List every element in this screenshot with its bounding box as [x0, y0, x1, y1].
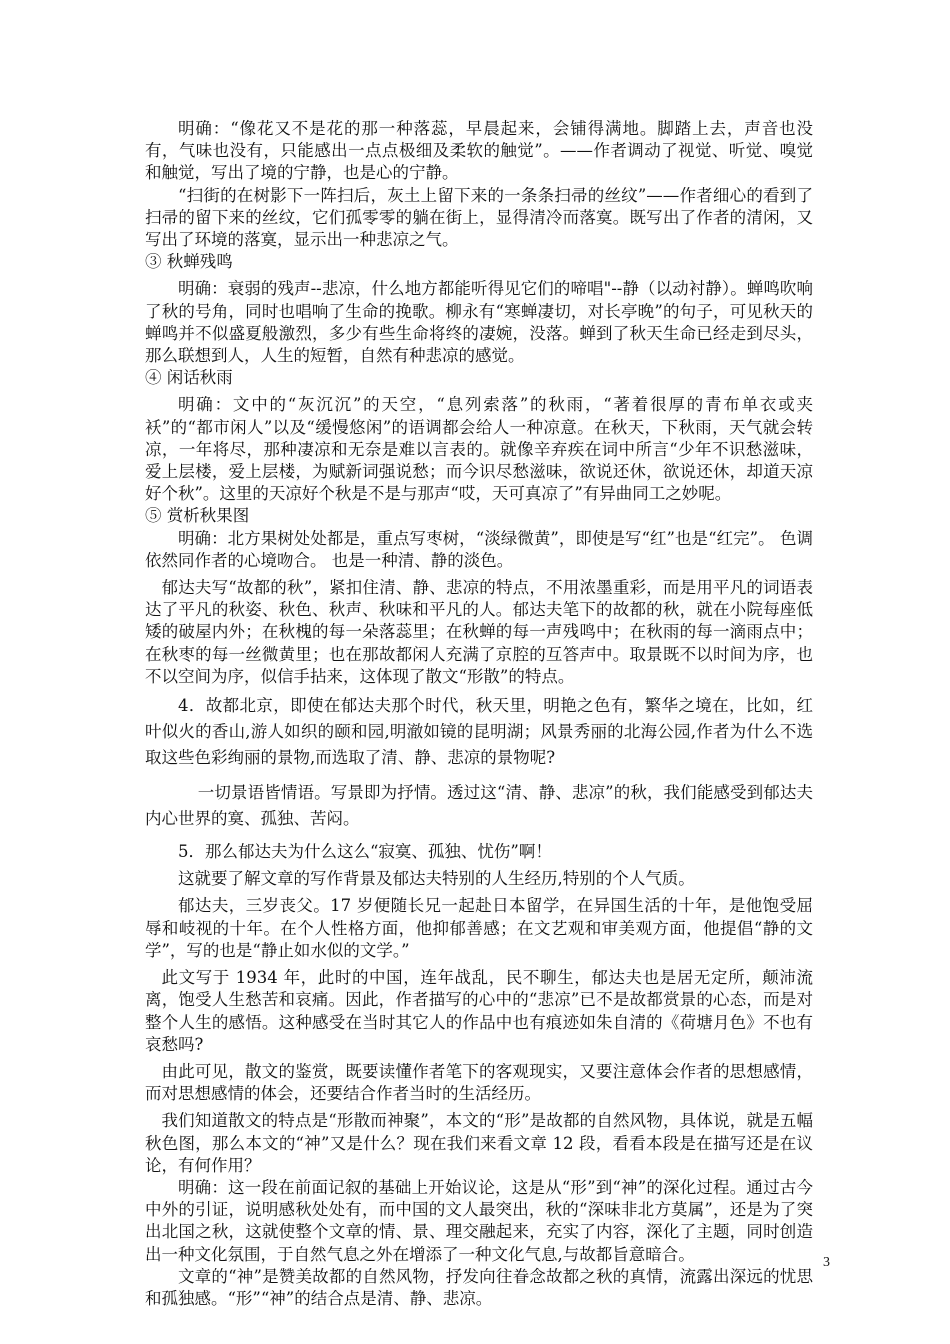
- paragraph-appreciation: 由此可见，散文的鉴赏，既要读懂作者笔下的客观现实，又要注意体会作者的思想感情，而对思想感情的体会，还要结合作者当时的生活经历。: [145, 1061, 813, 1104]
- paragraph-biography: 郁达夫，三岁丧父。17 岁便随长兄一起赴日本留学，在异国生活的十年，是他饱受屈辱和岐视的十年。在个人性格方面，他抑郁善感；在文艺观和审美观方面，他提倡“静的文学”，写的也是“静止如水似的文学。”: [145, 896, 813, 960]
- question-5: 5．那么郁达夫为什么这么“寂寞、孤独、忧伤”啊！: [178, 842, 552, 862]
- paragraph-qiuyu: 明确：文中的“灰沉沉”的天空，“息列索落”的秋雨，“著着很厚的青布单衣或夹袄”的“都市闲人”以及“缓慢悠闲”的语调都会给人一种凉意。在秋天，下秋雨，天气就会转凉，一年将尽，那种凄凉和无奈是难以言表的。就像辛弃疾在词中所言“少年不识愁滋味，爱上层楼，爱上层楼，为赋新词强说愁；而今识尽愁滋味，欲说还休，欲说还休，却道天凉好个秋”。这里的天凉好个秋是不是与那声“哎，天可真凉了”有异曲同工之妙呢。: [145, 395, 813, 504]
- document-body: [145, 118, 813, 1310]
- paragraph-background: 这就要了解文章的写作背景及郁达夫特别的人生经历,特别的个人气质。: [178, 869, 695, 889]
- question-4: 4．故都北京，即使在郁达夫那个时代，秋天里，明艳之色有，繁华之境在，比如，红叶似火的香山,游人如织的颐和园,明澈如镜的昆明湖；风景秀丽的北海公园,作者为什么不选取这些色彩绚丽的景物,而选取了清、静、悲凉的景物呢?: [145, 696, 813, 768]
- paragraph-summary: 郁达夫写“故都的秋”，紧扣住清、静、悲凉的特点，不用浓墨重彩，而是用平凡的词语表达了平凡的秋姿、秋色、秋声、秋味和平凡的人。郁达夫笔下的故都的秋，就在小院每座低矮的破屋内外；在秋槐的每一朵落蕊里；在秋蝉的每一声残鸣中；在秋雨的每一滴雨点中；在秋枣的每一丝微黄里；也在那故都闲人充满了京腔的互答声中。取景既不以时间为序，也不以空间为序，似信手拈来，这体现了散文“形散”的特点。: [145, 578, 813, 686]
- paragraph-qiuchan: 明确：衰弱的残声--悲凉，什么地方都能听得见它们的啼唱"--静（以动衬静）。蝉鸣吹响了秋的号角，同时也唱响了生命的挽歌。柳永有“寒蝉凄切，对长亭晚”的句子，可见秋天的蝉鸣并不似盛夏般激烈，多少有些生命将终的凄婉，没落。蝉到了秋天生命已经走到尽头，那么联想到人，人生的短暂，自然有种悲凉的感觉。: [145, 279, 813, 366]
- answer-4: 一切景语皆情语。写景即为抒情。透过这“清、静、悲凉”的秋，我们能感受到郁达夫内心世界的寞、孤独、苦闷。: [145, 783, 813, 829]
- paragraph-luorui: 明确：“像花又不是花的那一种落蕊，早晨起来，会铺得满地。脚踏上去，声音也没有，气味也没有，只能感出一点点极细及柔软的触觉”。——作者调动了视觉、听觉、嗅觉和触觉，写出了境的宁静，也是心的宁静。: [145, 119, 813, 183]
- section-heading-qiuyu: ④ 闲话秋雨: [145, 368, 233, 388]
- page-number: 3: [823, 1255, 830, 1270]
- section-heading-qiuchan: ③ 秋蝉残鸣: [145, 252, 233, 272]
- section-heading-qiuguo: ⑤ 赏析秋果图: [145, 506, 250, 526]
- paragraph-paragraph12: 明确：这一段在前面记叙的基础上开始议论，这是从“形”到“神”的深化过程。通过古今中外的引证，说明感秋处处有，而中国的文人最突出，秋的“深味非北方莫属”，还是为了突出北国之秋，这就使整个文章的情、景、理交融起来，充实了内容，深化了主题，同时创造出一种文化氛围，于自然气息之外在增添了一种文化气息,与故都旨意暗合。: [145, 1177, 813, 1264]
- paragraph-saojie: “扫街的在树影下一阵扫后，灰土上留下来的一条条扫帚的丝纹”——作者细心的看到了扫帚的留下来的丝纹，它们孤零零的躺在街上，显得清冷而落寞。既写出了作者的清闲，又写出了环境的落寞，显示出一种悲凉之气。: [145, 185, 813, 250]
- paragraph-xing-shen: 我们知道散文的特点是“形散而神聚”，本文的“形”是故都的自然风物，具体说，就是五幅秋色图，那么本文的“神”又是什么？现在我们来看文章 12 段，看看本段是在描写还是在议论，有何作用？: [145, 1111, 813, 1175]
- paragraph-conclusion: 文章的“神”是赞美故都的自然风物，抒发向往眷念故都之秋的真情，流露出深远的忧思和孤独感。“形”“神”的结合点是清、静、悲凉。: [145, 1266, 813, 1308]
- paragraph-qiuguo: 明确：北方果树处处都是，重点写枣树，“淡绿微黄”，即使是写“红”也是“红完”。 色调依然同作者的心境吻合。 也是一种清、静的淡色。: [145, 528, 813, 570]
- paragraph-context: 此文写于 1934 年，此时的中国，连年战乱，民不聊生，郁达夫也是居无定所，颠沛流离，饱受人生愁苦和哀痛。因此，作者描写的心中的“悲凉”已不是故都赏景的心态，而是对整个人生的感悟。这种感受在当时其它人的作品中也有痕迹如朱自清的《荷塘月色》不也有哀愁吗?: [145, 968, 813, 1054]
